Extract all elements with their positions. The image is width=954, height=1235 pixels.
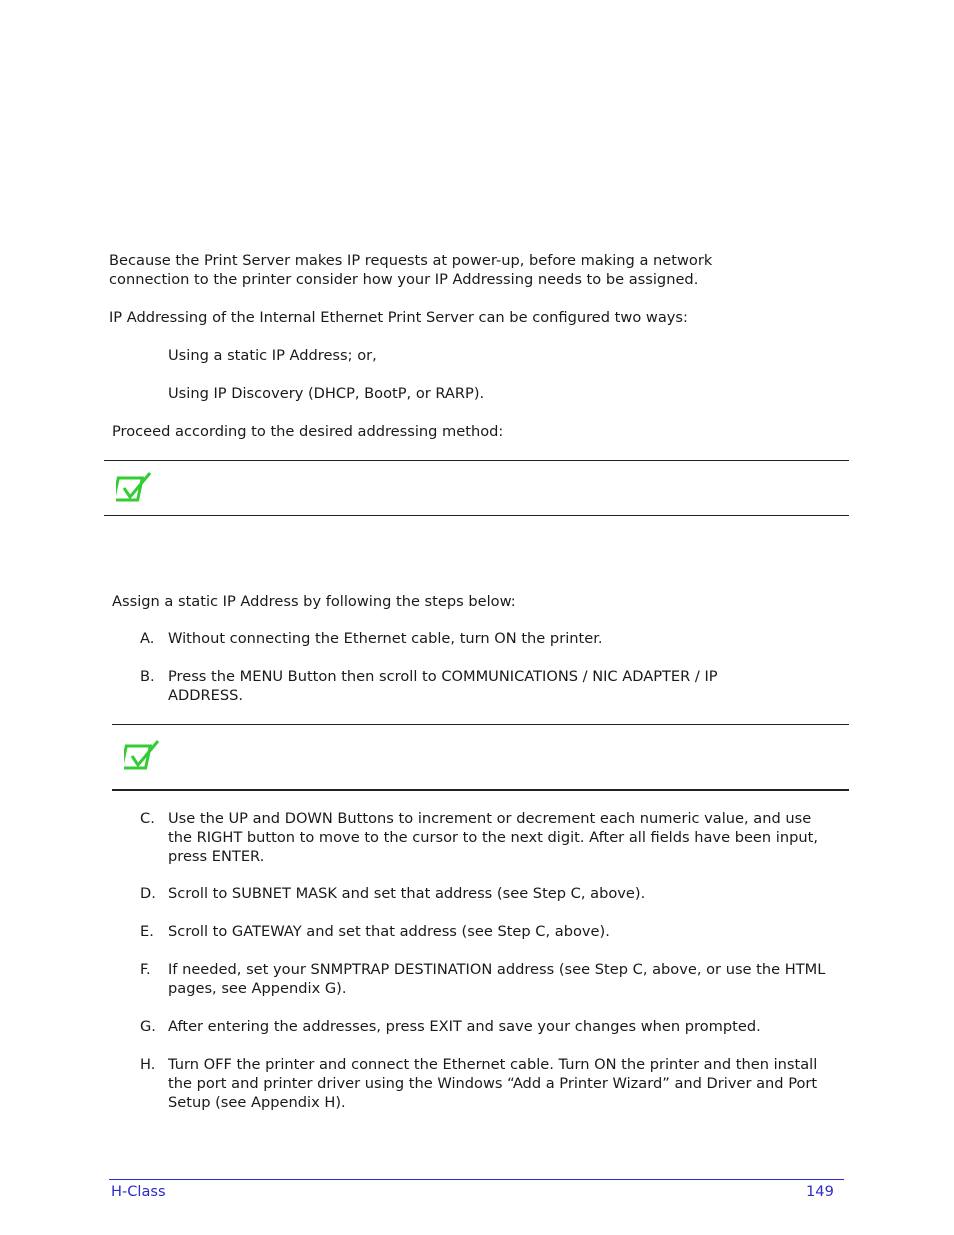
option-static-ip: Using a static IP Address; or, [168,347,377,364]
step-text: After entering the addresses, press EXIT and save your changes when prompted. [168,1018,761,1035]
note-top-rule [104,460,849,461]
step-letter: E. [140,923,154,940]
step-letter: H. [140,1056,156,1073]
step-letter: F. [140,961,151,978]
footer-rule [109,1179,844,1180]
step-text: Without connecting the Ethernet cable, turn ON the printer. [168,630,603,647]
config-ways-paragraph: IP Addressing of the Internal Ethernet Print Server can be configured two ways: [109,309,688,326]
note-top-rule [112,724,849,725]
note-bottom-rule [112,789,849,791]
intro-paragraph: Because the Print Server makes IP requests at power-up, before making a network connection to the printer consider how your IP Addressing needs to be assigned. [109,252,713,288]
page-number: 149 [806,1183,834,1200]
static-intro: Assign a static IP Address by following the steps below: [112,593,516,610]
step-letter: D. [140,885,156,902]
checkmark-note-icon [116,470,156,504]
step-text: Scroll to SUBNET MASK and set that address (see Step C, above). [168,885,646,902]
note-bottom-rule [104,515,849,516]
step-text: Press the MENU Button then scroll to COMMUNICATIONS / NIC ADAPTER / IP ADDRESS. [168,668,718,704]
option-ip-discovery: Using IP Discovery (DHCP, BootP, or RARP). [168,385,485,402]
checkmark-note-icon [124,738,164,772]
step-letter: B. [140,668,155,685]
step-letter: A. [140,630,155,647]
step-text: If needed, set your SNMPTRAP DESTINATION address (see Step C, above, or use the HTML pages, see Appendix G). [168,961,826,997]
step-letter: G. [140,1018,156,1035]
proceed-paragraph: Proceed according to the desired addressing method: [112,423,504,440]
footer-product-name: H-Class [111,1183,166,1200]
step-text: Scroll to GATEWAY and set that address (see Step C, above). [168,923,610,940]
step-text: Turn OFF the printer and connect the Ethernet cable. Turn ON the printer and then install the port and printer driver using the Windows “Add a Printer Wizard” and Driver and Port Setup (see Appendix H). [168,1056,818,1111]
step-text: Use the UP and DOWN Buttons to increment or decrement each numeric value, and use the RIGHT button to move to the cursor to the next digit. After all fields have been input, press ENTER. [168,810,818,865]
step-letter: C. [140,810,155,827]
